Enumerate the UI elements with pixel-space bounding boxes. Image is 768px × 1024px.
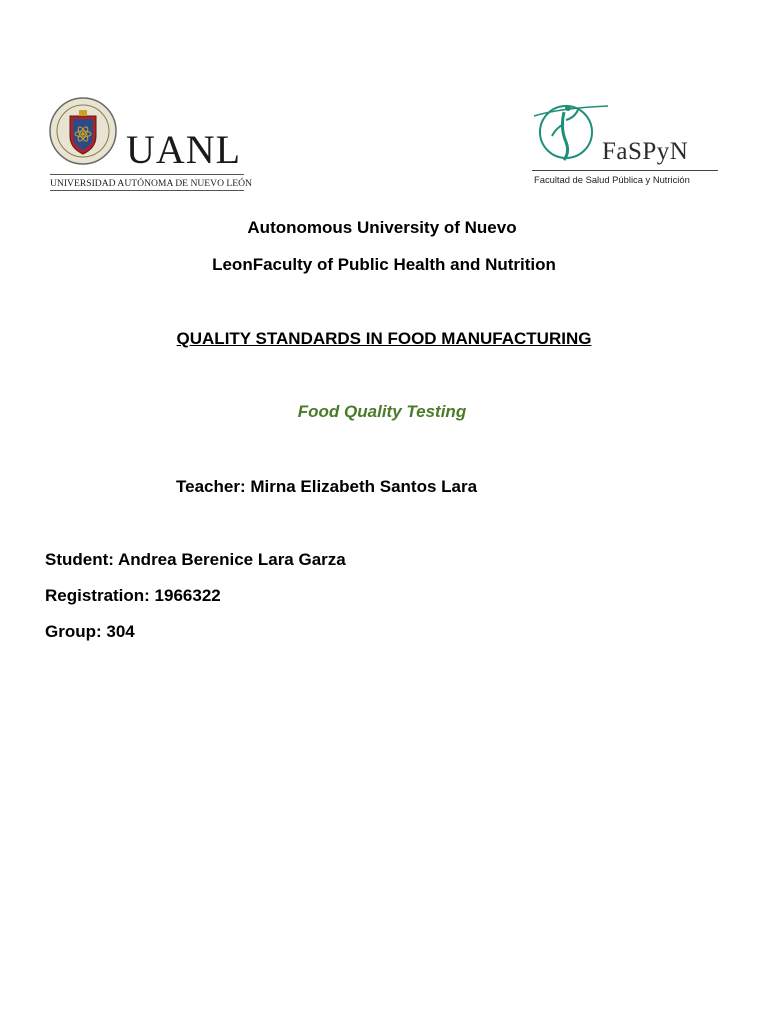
university-name-line-1: Autonomous University of Nuevo xyxy=(247,218,517,237)
registration-line: Registration: 1966322 xyxy=(45,586,221,605)
uanl-logo xyxy=(44,94,254,196)
uanl-seal-icon xyxy=(48,96,118,166)
faspyn-logo xyxy=(530,98,730,190)
student-line: Student: Andrea Berenice Lara Garza xyxy=(45,550,346,569)
course-title: QUALITY STANDARDS IN FOOD MANUFACTURING xyxy=(176,329,592,348)
topic-title: Food Quality Testing xyxy=(297,402,467,421)
uanl-subtitle: UNIVERSIDAD AUTÓNOMA DE NUEVO LEÓN xyxy=(50,178,252,189)
uanl-divider xyxy=(50,174,244,175)
faspyn-subtitle: Facultad de Salud Pública y Nutrición xyxy=(534,174,690,185)
faspyn-wordmark: FaSPyN xyxy=(602,138,689,165)
faspyn-divider xyxy=(532,170,718,171)
uanl-divider-bottom xyxy=(50,190,244,191)
university-name-line-2: LeonFaculty of Public Health and Nutrition xyxy=(212,255,556,274)
group-line: Group: 304 xyxy=(45,622,135,641)
uanl-wordmark: UANL xyxy=(126,127,242,172)
teacher-line: Teacher: Mirna Elizabeth Santos Lara xyxy=(176,477,478,496)
